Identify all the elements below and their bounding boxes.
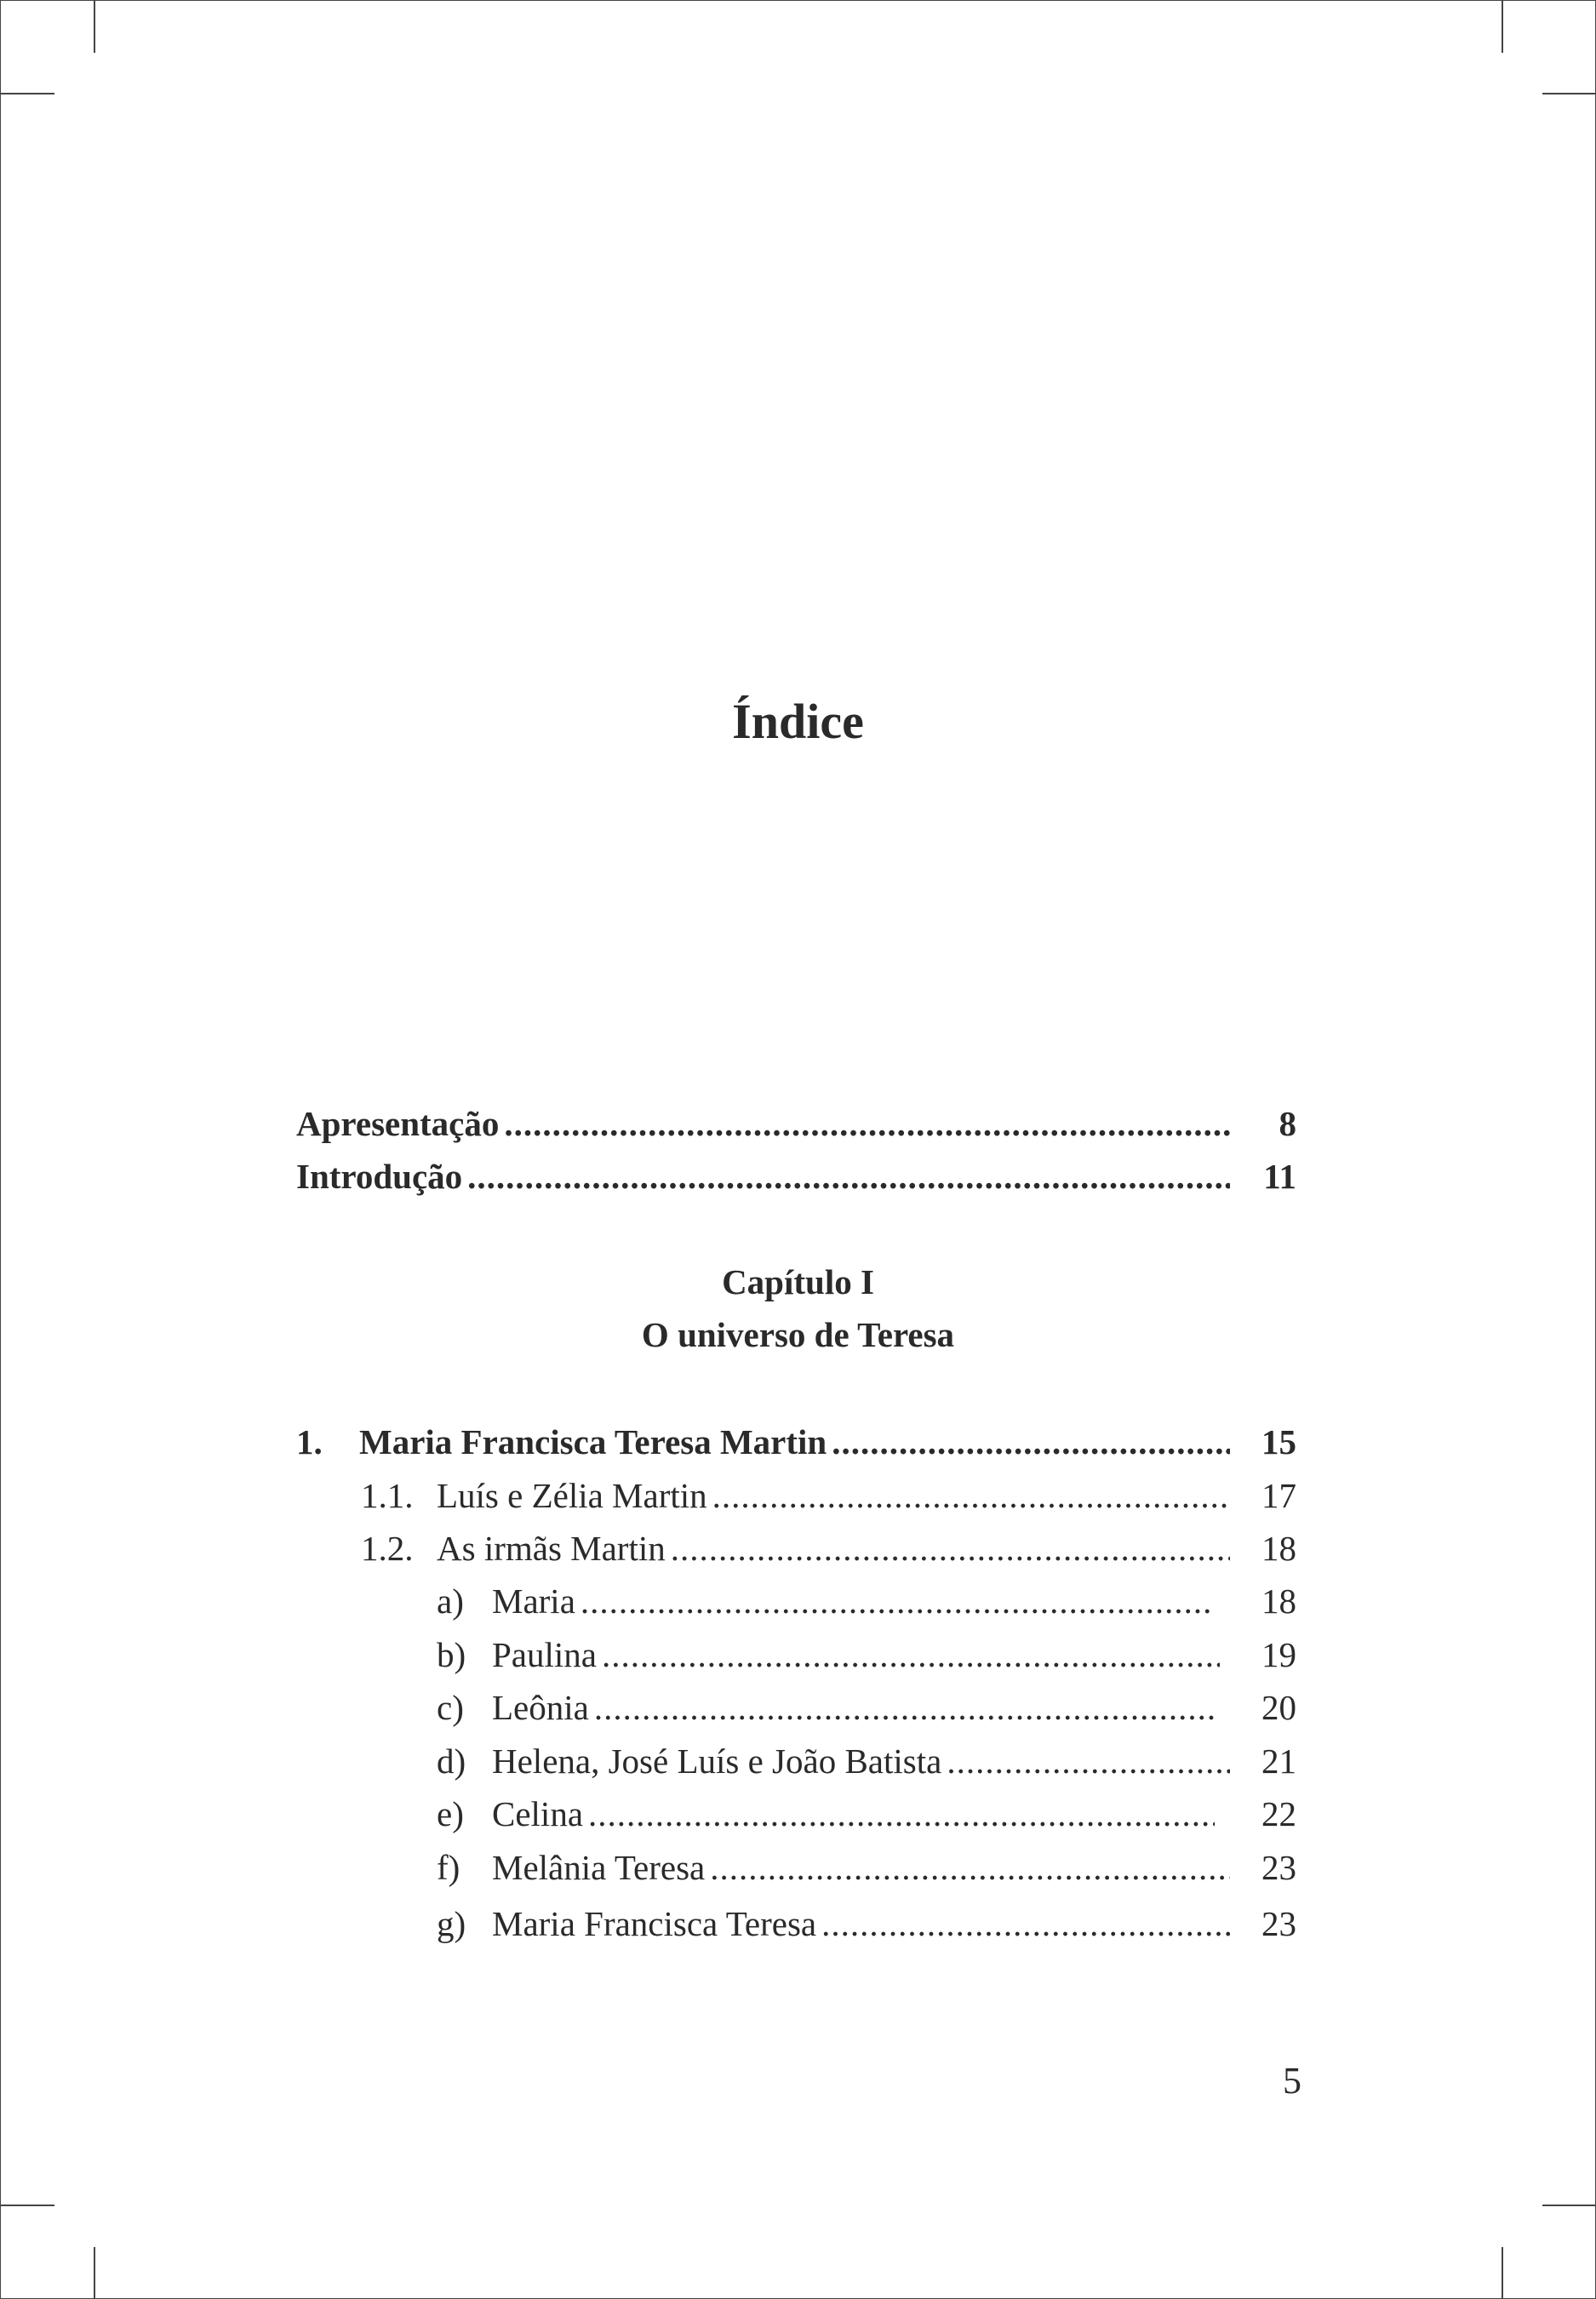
- toc-entry: [0, 1736, 1596, 1787]
- dot-leader: [467, 1151, 1230, 1202]
- toc-label-wrap: [437, 1523, 1230, 1574]
- toc-label: Maria Francisca Teresa Martin: [359, 1422, 827, 1461]
- toc-label: Paulina: [492, 1635, 597, 1674]
- toc-entry: [0, 1470, 1596, 1521]
- toc-page: 22: [1261, 1794, 1296, 1833]
- toc-page: 19: [1261, 1635, 1296, 1674]
- toc-page: 8: [1279, 1104, 1296, 1143]
- toc-entry: [0, 1629, 1596, 1680]
- toc-entry-apresentacao: [0, 1098, 1596, 1149]
- toc-page: 23: [1261, 1904, 1296, 1943]
- toc-page: 18: [1261, 1529, 1296, 1568]
- toc-number: 1.: [296, 1422, 323, 1461]
- toc-label: Apresentação: [296, 1104, 500, 1143]
- crop-mark: [0, 2205, 54, 2206]
- toc-label-wrap: [437, 1470, 1230, 1521]
- toc-label-wrap: [492, 1898, 1230, 1949]
- crop-mark: [1542, 93, 1596, 94]
- toc-page: 11: [1263, 1157, 1296, 1196]
- crop-mark: [94, 0, 95, 53]
- toc-number: g): [437, 1904, 466, 1943]
- toc-entry: [0, 1576, 1596, 1627]
- page-title: Índice: [732, 694, 864, 749]
- toc-number: c): [437, 1688, 464, 1727]
- toc-number: f): [437, 1848, 460, 1887]
- crop-mark: [0, 93, 54, 94]
- dot-leader: [504, 1098, 1230, 1149]
- toc-label-wrap: [492, 1842, 1230, 1893]
- crop-mark: [1502, 0, 1503, 53]
- crop-mark: [1502, 2247, 1503, 2299]
- toc-label-wrap: [492, 1682, 1215, 1733]
- toc-page: 18: [1261, 1581, 1296, 1621]
- toc-number: 1.2.: [361, 1529, 414, 1568]
- toc-number: b): [437, 1635, 466, 1674]
- dot-leader: [821, 1898, 1230, 1949]
- crop-mark: [94, 2247, 95, 2299]
- toc-label: Luís e Zélia Martin: [437, 1476, 707, 1515]
- toc-page: 17: [1261, 1476, 1296, 1515]
- toc-label: Maria Francisca Teresa: [492, 1904, 817, 1943]
- chapter-subtitle: O universo de Teresa: [641, 1315, 955, 1354]
- toc-label-wrap: [492, 1736, 1230, 1787]
- toc-number: a): [437, 1581, 464, 1621]
- toc-label: Helena, José Luís e João Batista: [492, 1741, 942, 1781]
- toc-number: e): [437, 1794, 464, 1833]
- toc-label: Introdução: [296, 1157, 463, 1196]
- page-number: 5: [1283, 2060, 1301, 2102]
- toc-label-wrap: [492, 1788, 1215, 1839]
- toc-label-wrap: [296, 1151, 1230, 1202]
- dot-leader: [588, 1788, 1215, 1839]
- toc-page: 21: [1261, 1741, 1296, 1781]
- toc-label: Maria: [492, 1581, 575, 1621]
- toc-number: 1.1.: [361, 1476, 414, 1515]
- toc-label-wrap: [492, 1629, 1220, 1680]
- toc-page: 20: [1261, 1688, 1296, 1727]
- dot-leader: [712, 1470, 1230, 1521]
- toc-entry: [0, 1788, 1596, 1839]
- toc-label-wrap: [359, 1416, 1230, 1467]
- dot-leader: [581, 1576, 1215, 1627]
- toc-entry: [0, 1523, 1596, 1574]
- toc-label: As irmãs Martin: [437, 1529, 666, 1568]
- toc-label: Leônia: [492, 1688, 589, 1727]
- toc-entry: [0, 1898, 1596, 1949]
- crop-mark: [1542, 2205, 1596, 2206]
- dot-leader: [594, 1682, 1215, 1733]
- dot-leader: [947, 1736, 1230, 1787]
- toc-label-wrap: [492, 1576, 1215, 1627]
- dot-leader: [602, 1629, 1220, 1680]
- toc-page: 23: [1261, 1848, 1296, 1887]
- toc-label-wrap: [296, 1098, 1230, 1149]
- toc-page: 15: [1261, 1422, 1296, 1461]
- dot-leader: [832, 1416, 1230, 1467]
- dot-leader: [671, 1523, 1230, 1574]
- toc-label: Melânia Teresa: [492, 1848, 706, 1887]
- toc-entry: [0, 1842, 1596, 1893]
- toc-entry: [0, 1682, 1596, 1733]
- chapter-heading: Capítulo I: [722, 1262, 874, 1301]
- toc-entry-introducao: [0, 1151, 1596, 1202]
- toc-label: Celina: [492, 1794, 584, 1833]
- toc-entry: [0, 1416, 1596, 1467]
- toc-number: d): [437, 1741, 466, 1781]
- dot-leader: [710, 1842, 1230, 1893]
